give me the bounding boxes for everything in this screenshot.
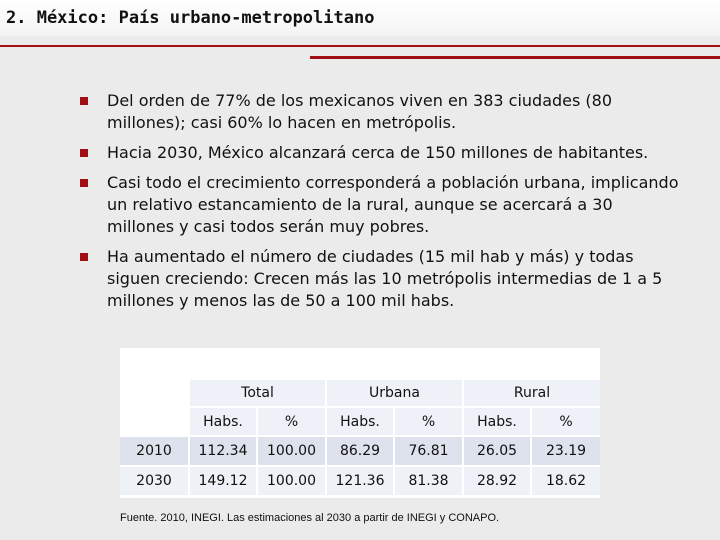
- group-header-total: Total: [190, 380, 325, 406]
- bullet-list: [80, 90, 680, 320]
- table-cell: 100.00: [258, 437, 325, 465]
- group-header-urbana: Urbana: [327, 380, 462, 406]
- table-cell: 86.29: [327, 437, 393, 465]
- table-cell: 76.81: [395, 437, 462, 465]
- subheader-cell: Habs.: [464, 408, 530, 435]
- title-bar: [0, 0, 720, 36]
- row-year-cell: 2010: [120, 437, 188, 465]
- row-year-cell: 2030: [120, 467, 188, 495]
- table-corner: [120, 348, 188, 436]
- subheader-cell: %: [395, 408, 462, 435]
- bullet-text: Ha aumentado el número de ciudades (15 mil hab y más) y todas siguen creciendo: Crecen más las 10 metrópolis intermedias de 1 a 5 millones y menos las de 50 a 100 mil habs.: [107, 247, 663, 310]
- table-cell: 100.00: [258, 467, 325, 495]
- table-cell: 28.92: [464, 467, 530, 495]
- bullet-item: [80, 142, 680, 164]
- bullet-text: Hacia 2030, México alcanzará cerca de 150 millones de habitantes.: [107, 143, 649, 162]
- subheader-cell: Habs.: [190, 408, 256, 435]
- footnote-text: . 2010, INEGI. Las estimaciones al 2030 a partir de INEGI y CONAPO.: [154, 512, 500, 524]
- table-cell: 112.34: [190, 437, 256, 465]
- footnote-label: Fuente: [120, 512, 155, 524]
- page-title: 2. México: País urbano-metropolitano: [6, 8, 375, 28]
- source-footnote: [120, 512, 499, 524]
- bullet-item: [80, 246, 680, 312]
- table-cell: 121.36: [327, 467, 393, 495]
- table-cell: 23.19: [532, 437, 600, 465]
- bullet-item: [80, 172, 680, 238]
- table-cell: 81.38: [395, 467, 462, 495]
- table-cell: 18.62: [532, 467, 600, 495]
- table-cell: 26.05: [464, 437, 530, 465]
- population-table: [120, 348, 600, 498]
- square-bullet-icon: [80, 149, 88, 157]
- square-bullet-icon: [80, 97, 88, 105]
- title-rule-bottom: [310, 56, 720, 59]
- subheader-cell: %: [532, 408, 600, 435]
- bullet-text: Del orden de 77% de los mexicanos viven en 383 ciudades (80 millones); casi 60% lo hacen en metrópolis.: [107, 91, 613, 132]
- bullet-item: [80, 90, 680, 134]
- square-bullet-icon: [80, 253, 88, 261]
- subheader-cell: %: [258, 408, 325, 435]
- title-rule-top: [0, 45, 720, 47]
- bullet-text: Casi todo el crecimiento corresponderá a población urbana, implicando un relativo estancamiento de la rural, aunque se acercará a 30 millones y casi todos serán muy pobres.: [107, 173, 679, 236]
- square-bullet-icon: [80, 179, 88, 187]
- table-cell: 149.12: [190, 467, 256, 495]
- subheader-cell: Habs.: [327, 408, 393, 435]
- group-header-rural: Rural: [464, 380, 600, 406]
